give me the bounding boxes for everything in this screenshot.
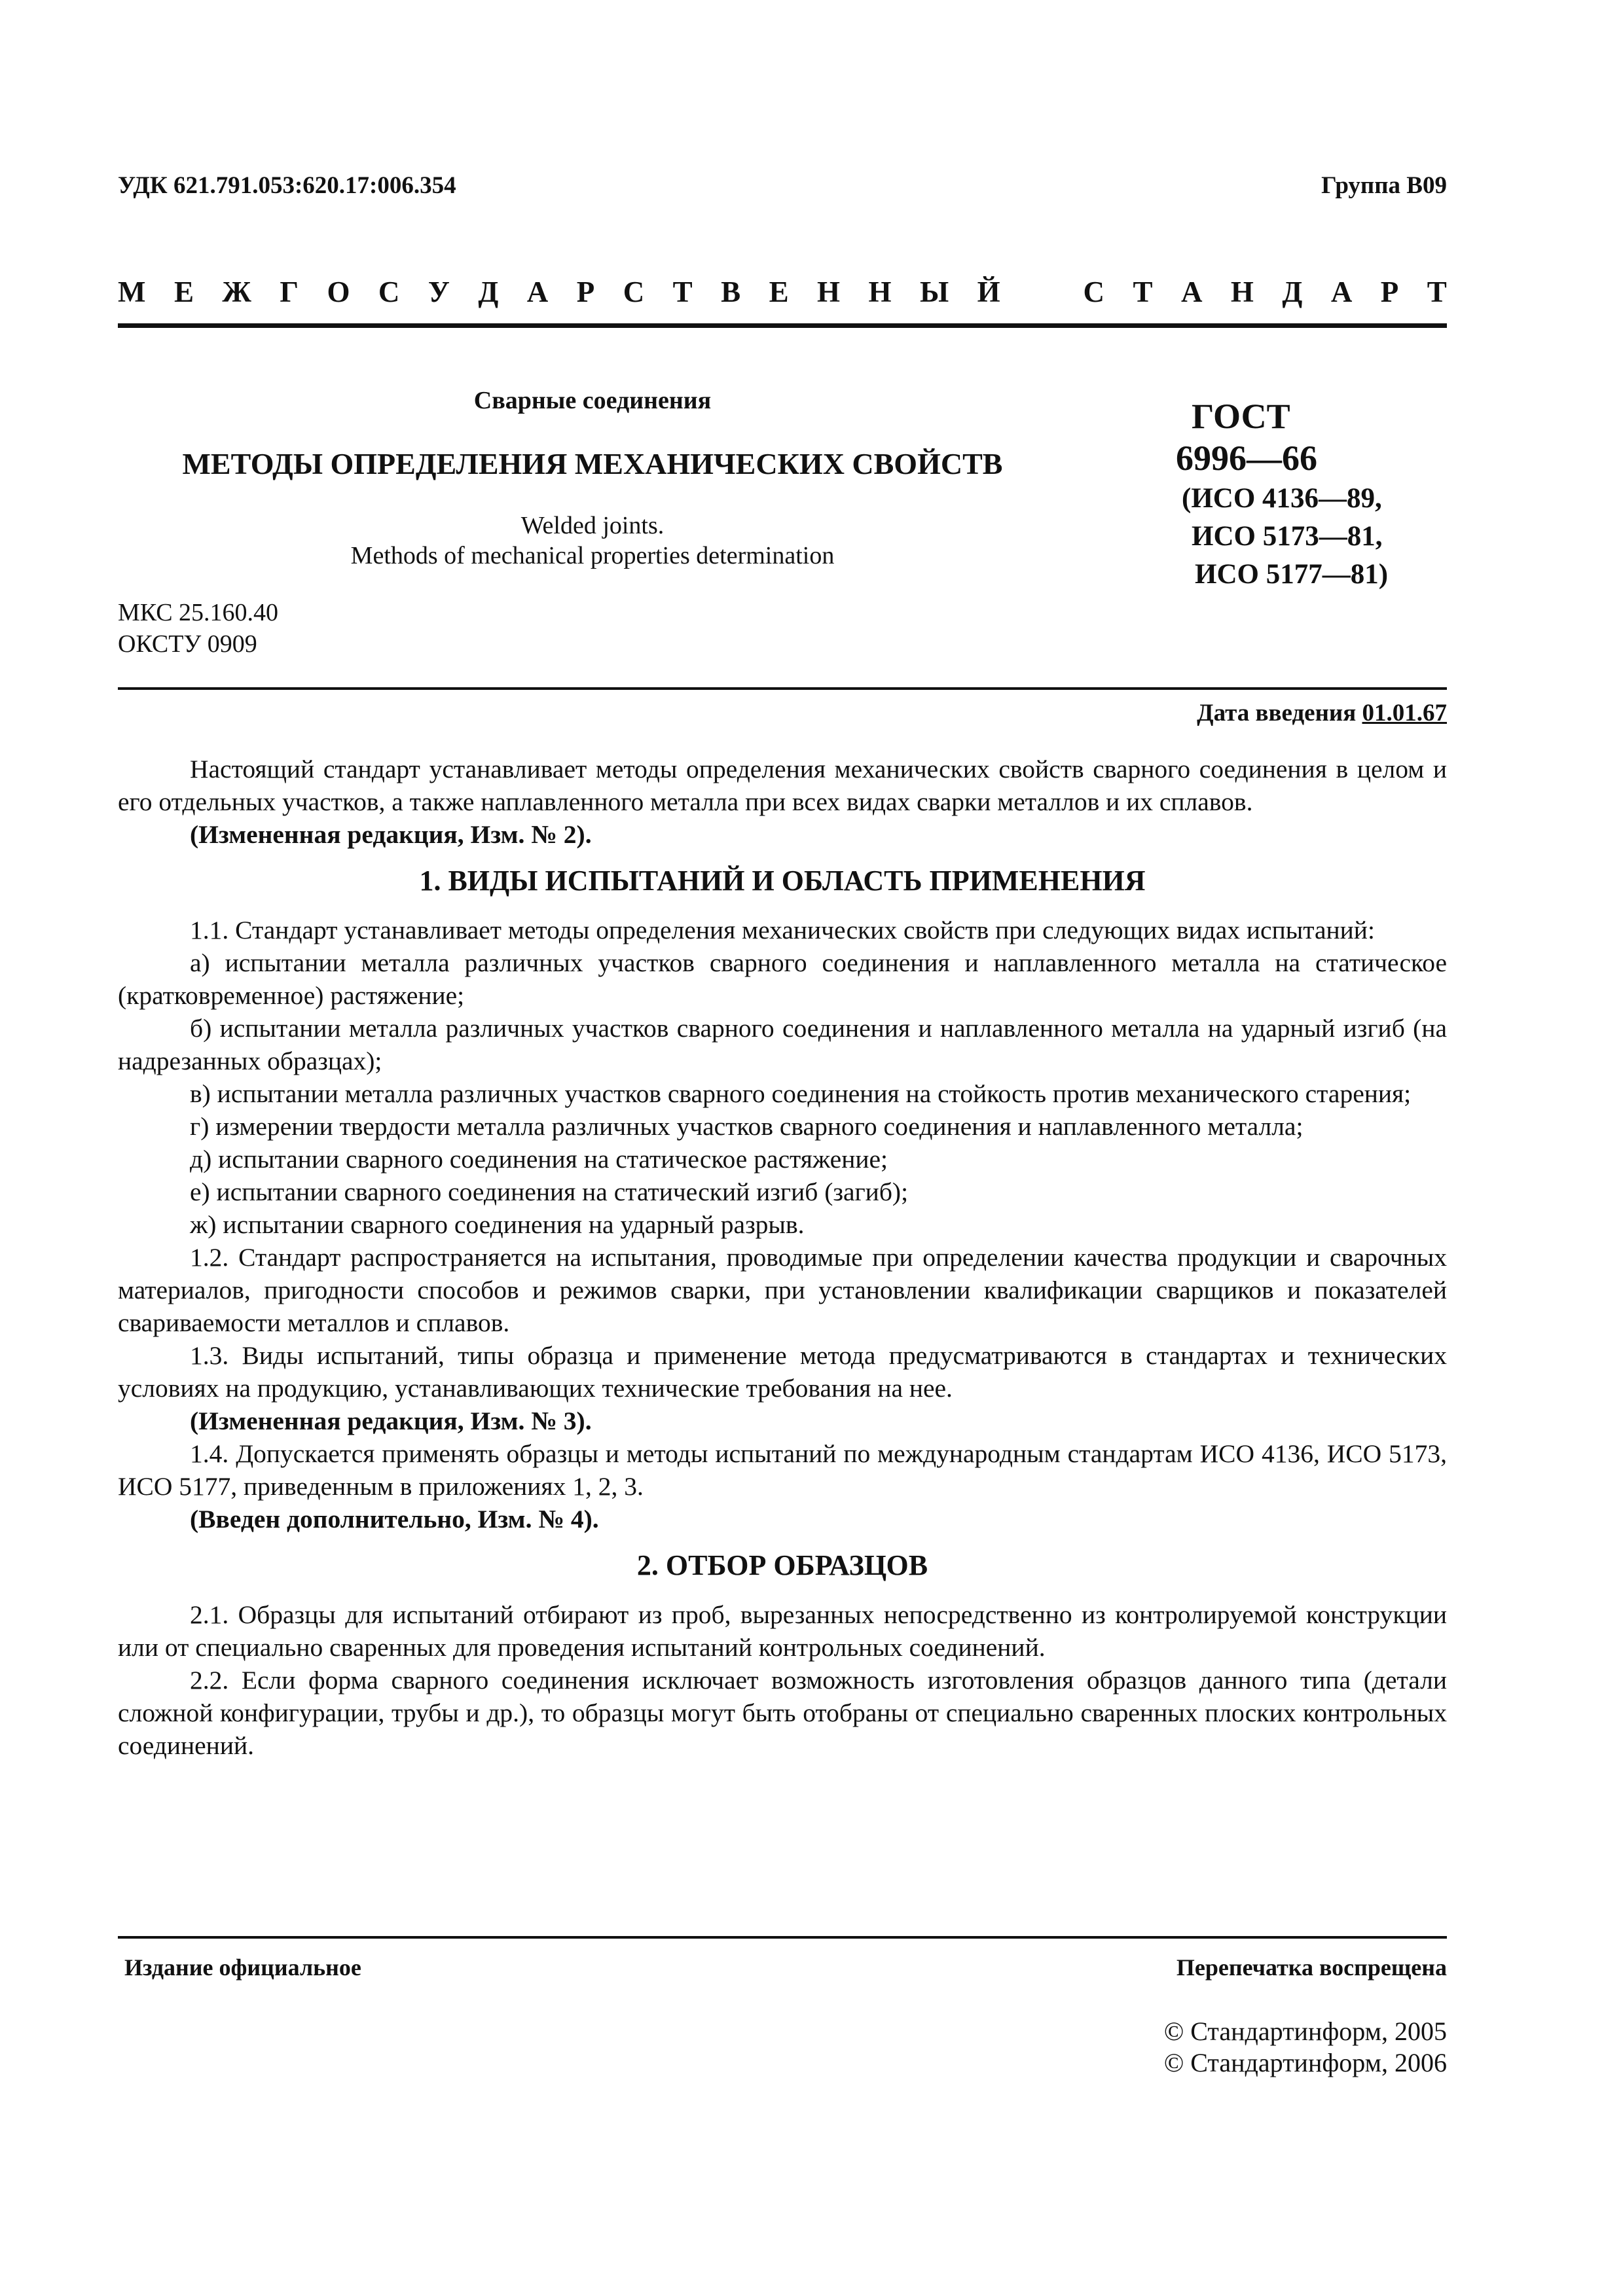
- banner-letter: В: [721, 276, 741, 308]
- document-title: МЕТОДЫ ОПРЕДЕЛЕНИЯ МЕХАНИЧЕСКИХ СВОЙСТВ: [182, 447, 1003, 480]
- clause-1-1: 1.1. Стандарт устанавливает методы определения механических свойств при следующих видах испытаний:: [190, 916, 1375, 944]
- banner-letter: Н: [817, 276, 841, 308]
- banner-letter: С: [378, 276, 400, 308]
- standard-banner: [118, 275, 1447, 309]
- banner-letter: Р: [1380, 276, 1399, 308]
- list-item: а) испытании металла различных участков сварного соединения и наплавленного металла на статическое (кратковременное) растяжение;: [118, 948, 1447, 1010]
- copyright-line: © Стандартинформ, 2006: [1163, 2048, 1447, 2077]
- introduction-date-value: 01.01.67: [1362, 700, 1447, 726]
- english-title: [118, 511, 1067, 571]
- banner-letter: С: [1083, 276, 1105, 308]
- banner-letter: Ж: [222, 276, 251, 308]
- footer-rule: [118, 1936, 1447, 1939]
- section-2-heading: 2. ОТБОР ОБРАЗЦОВ: [636, 1549, 928, 1581]
- introduction-date-label: Дата введения: [1197, 700, 1362, 726]
- document-subtitle: Сварные соединения: [473, 387, 712, 414]
- banner-letter: Т: [1133, 276, 1153, 308]
- amendment-note: (Измененная редакция, Изм. № 2).: [190, 820, 592, 849]
- copyright-block: [1164, 2016, 1447, 2079]
- list-item: д) испытании сварного соединения на статическое растяжение;: [190, 1145, 888, 1174]
- clause-1-4: 1.4. Допускается применять образцы и методы испытаний по международным стандартам ИСО 4136, ИСО 5173, ИСО 5177, приведенным в приложениях 1, 2, 3.: [118, 1439, 1447, 1501]
- banner-letter: Ы: [919, 276, 949, 308]
- document-body: [118, 753, 1447, 1762]
- banner-letter: Д: [478, 276, 499, 308]
- classification-codes: [118, 597, 278, 660]
- banner-letter: Й: [977, 276, 1000, 308]
- section-1-heading: 1. ВИДЫ ИСПЫТАНИЙ И ОБЛАСТЬ ПРИМЕНЕНИЯ: [419, 865, 1146, 897]
- amendment-note: (Введен дополнительно, Изм. № 4).: [190, 1505, 599, 1534]
- banner-letter: Н: [1230, 276, 1254, 308]
- banner-letter: Р: [576, 276, 595, 308]
- banner-letter: Д: [1282, 276, 1303, 308]
- english-title-line: Methods of mechanical properties determination: [350, 542, 835, 569]
- banner-letter: А: [1330, 276, 1353, 308]
- banner-letter: А: [1180, 276, 1203, 308]
- banner-letter: Н: [868, 276, 892, 308]
- clause-2-2: 2.2. Если форма сварного соединения исключает возможность изготовления образцов данного типа (детали сложной конфигурации, трубы и др.), то образцы могут быть отобраны от специально сваренных плоских контрольных соединений.: [118, 1666, 1447, 1760]
- reprint-prohibited-label: Перепечатка воспрещена: [1176, 1954, 1447, 1981]
- list-item: ж) испытании сварного соединения на ударный разрыв.: [190, 1210, 805, 1239]
- header-rule: [118, 687, 1447, 690]
- banner-letter: А: [526, 276, 549, 308]
- banner-letter: Е: [173, 276, 194, 308]
- top-row: [118, 171, 1447, 204]
- banner-letter: О: [327, 276, 350, 308]
- gost-number: 6996—66: [1176, 439, 1317, 478]
- clause-2-1: 2.1. Образцы для испытаний отбирают из проб, вырезанных непосредственно из контролируемой конструкции или от специально сваренных для проведения испытаний контрольных соединений.: [118, 1600, 1447, 1662]
- official-edition-label: Издание официальное: [124, 1954, 361, 1981]
- gost-label: ГОСТ: [1192, 397, 1290, 436]
- banner-letter: Е: [769, 276, 789, 308]
- clause-1-2: 1.2. Стандарт распространяется на испытания, проводимые при определении качества продукции и сварочных материалов, пригодности способов и режимов сварки, при установлении квалификации сварщиков и показателей свариваемости металлов и сплавов.: [118, 1243, 1447, 1337]
- banner-letter: Т: [1427, 276, 1447, 308]
- banner-letter: С: [623, 276, 645, 308]
- list-item: е) испытании сварного соединения на статический изгиб (загиб);: [190, 1177, 909, 1206]
- amendment-note: (Измененная редакция, Изм. № 3).: [190, 1407, 592, 1435]
- okstu-code: ОКСТУ 0909: [118, 630, 257, 658]
- udk-code: УДК 621.791.053:620.17:006.354: [118, 172, 456, 199]
- intro-paragraph: Настоящий стандарт устанавливает методы определения механических свойств сварного соединения в целом и его отдельных участков, а также наплавленного металла при всех видах сварки металлов и их сплавов.: [118, 755, 1447, 816]
- iso-reference: ИСО 5177—81): [1195, 559, 1389, 590]
- mks-code: МКС 25.160.40: [118, 599, 279, 626]
- copyright-line: © Стандартинформ, 2005: [1163, 2017, 1447, 2046]
- iso-reference: (ИСО 4136—89,: [1182, 483, 1382, 514]
- banner-letter: У: [428, 276, 450, 308]
- clause-1-3: 1.3. Виды испытаний, типы образца и применение метода предусматриваются в стандартах и технических условиях на продукцию, устанавливающих технические требования на нее.: [118, 1341, 1447, 1403]
- list-item: в) испытании металла различных участков сварного соединения на стойкость против механического старения;: [190, 1079, 1412, 1108]
- english-title-line: Welded joints.: [520, 512, 665, 539]
- banner-letter: М: [118, 276, 146, 308]
- document-page: [118, 0, 1447, 2296]
- list-item: г) измерении твердости металла различных участков сварного соединения и наплавленного металла;: [190, 1112, 1304, 1141]
- list-item: б) испытании металла различных участков сварного соединения и наплавленного металла на ударный изгиб (на надрезанных образцах);: [118, 1014, 1447, 1075]
- introduction-date: [1197, 699, 1447, 727]
- banner-letter: Т: [672, 276, 693, 308]
- group-code: Группа В09: [1321, 172, 1447, 199]
- banner-letter: Г: [280, 276, 299, 308]
- banner-rule: [118, 323, 1447, 328]
- iso-reference: ИСО 5173—81,: [1192, 521, 1383, 552]
